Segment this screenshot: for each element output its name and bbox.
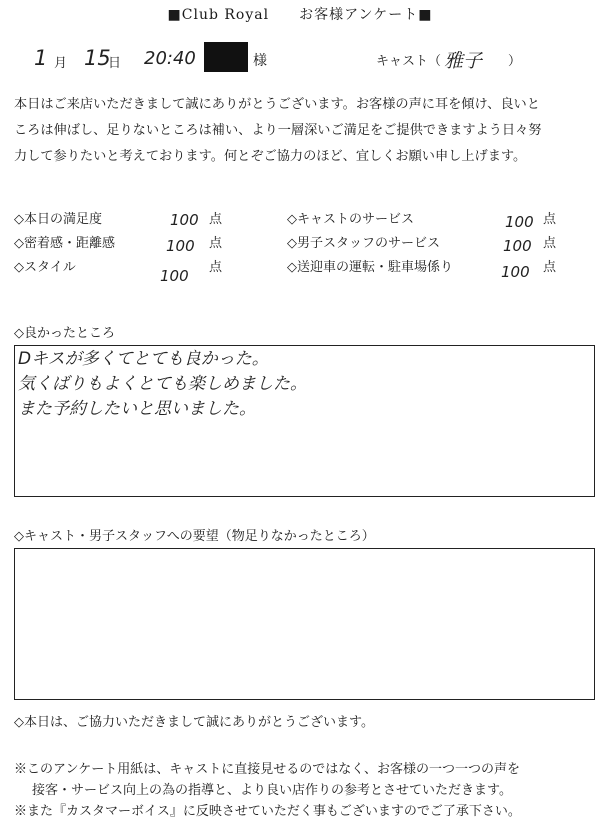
rating-unit: 点 [209,236,223,251]
rating-unit: 点 [209,212,223,227]
requests-heading: ◇キャスト・男子スタッフへの要望（物足りなかったところ） [14,529,375,544]
requests-box [14,548,595,700]
day-value: 15 [84,46,111,70]
intro-line: 本日はご来店いただきまして誠にありがとうございます。お客様の声に耳を傾け、良いと [14,97,540,112]
intro-line: ころは伸ばし、足りないところは補い、より一層深いご満足をご提供できますよう日々努 [14,123,542,138]
month-value: 1 [34,46,48,70]
rating-label: ◇密着感・距離感 [14,236,115,251]
honorific: 様 [253,53,267,69]
comment-line: 気くばりもよくとても楽しめました。 [18,374,307,394]
note-line: ※このアンケート用紙は、キャストに直接見せるのではなく、お客様の一つ一つの声を [14,762,520,777]
comment-line: Dキスが多くてとても良かった。 [18,349,269,369]
rating-label: ◇男子スタッフのサービス [287,236,440,251]
rating-score: 100 [505,213,534,231]
form-title: ■Club Royal お客様アンケート■ [167,7,433,23]
intro-paragraph [14,92,586,170]
rating-score: 100 [170,211,199,229]
rating-label: ◇本日の満足度 [14,212,102,227]
day-unit: 日 [108,56,122,71]
rating-unit: 点 [543,260,557,275]
rating-label: ◇キャストのサービス [287,212,414,227]
note-line: ※また『カスタマーボイス』に反映させていただく事もございますのでご了承下さい。 [14,804,521,819]
note-line: 接客・サービス向上の為の指導と、より良い店作りの参考とさせていただきます。 [32,783,512,798]
cast-name: 雅子 [444,50,483,72]
cast-close: ） [508,54,522,69]
rating-label: ◇スタイル [14,260,76,275]
rating-unit: 点 [543,236,557,251]
ratings-section [0,207,600,297]
cast-label: キャスト（ [376,54,442,69]
rating-score: 100 [166,237,195,255]
redacted-customer-name [204,42,248,72]
intro-line: 力して参りたいと考えております。何とぞご協力のほど、宜しくお願い申し上げます。 [14,149,527,164]
month-unit: 月 [54,56,68,71]
rating-score: 100 [160,267,189,285]
rating-unit: 点 [209,260,223,275]
rating-score: 100 [503,237,532,255]
rating-score: 100 [501,263,530,281]
time-value: 20:40 [144,48,196,69]
rating-label: ◇送迎車の運転・駐車場係り [287,260,453,275]
good-points-heading: ◇良かったところ [14,326,115,341]
comment-line: また予約したいと思いました。 [18,399,256,419]
thanks-text: ◇本日は、ご協力いただきまして誠にありがとうございます。 [14,715,374,730]
rating-unit: 点 [543,212,557,227]
